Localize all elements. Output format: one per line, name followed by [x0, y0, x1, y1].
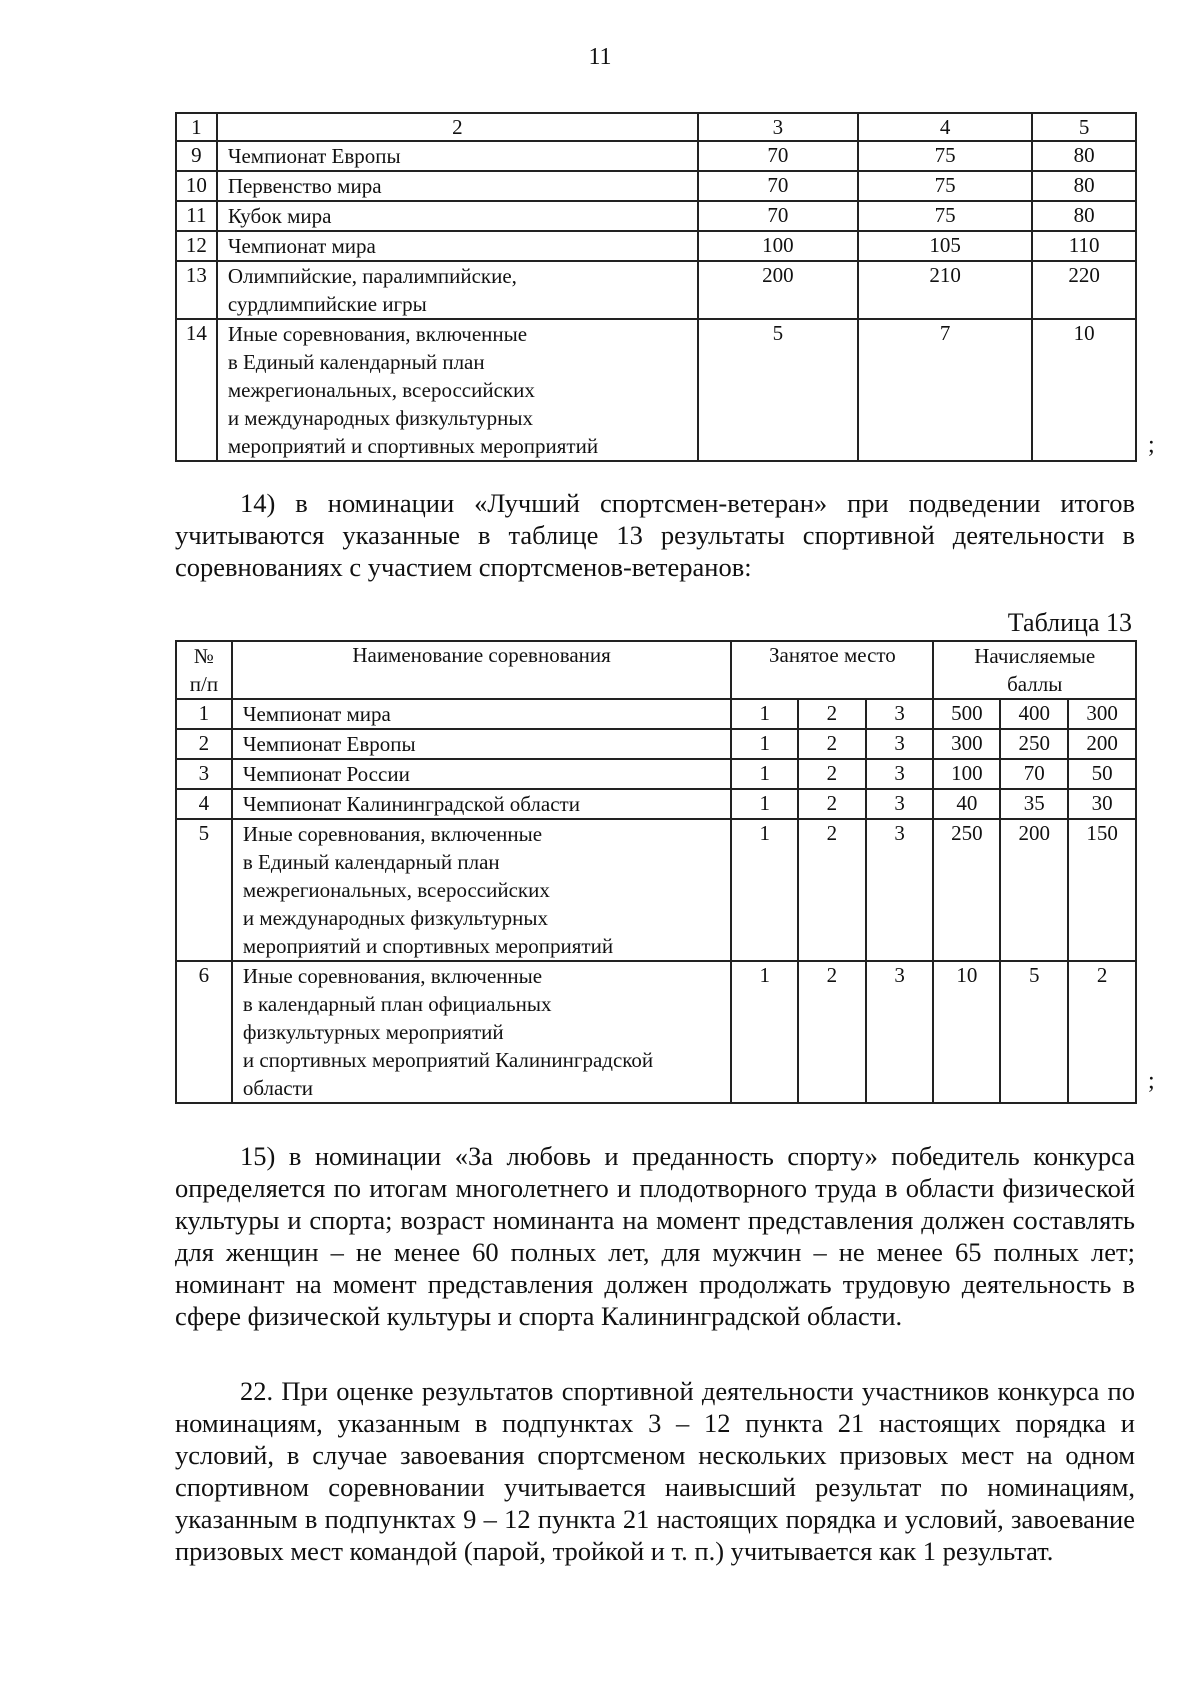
name-line: физкультурных мероприятий — [242, 1020, 504, 1044]
points-value: 100 — [933, 759, 1000, 789]
points-value: 5 — [1000, 961, 1068, 1103]
name-line: межрегиональных, всероссийских — [227, 378, 535, 402]
row-number: 1 — [176, 699, 232, 729]
points-value: 200 — [1000, 819, 1068, 961]
points-value: 300 — [933, 729, 1000, 759]
name-line: в Единый календарный план — [227, 350, 485, 374]
paragraph-text: 22. При оценке результатов спортивной деятельности участников конкурса по номинациям, указанным в подпунктах 3 – 12 пункта 21 настоящих порядка и условий, в случае завоевания спортсменом нескольких призовых мест на одном спортивном соревновании учитывается наивысший результат по номинациям, указанным в подпунктах 9 – 12 пункта 21 настоящих порядка и условий, завоевание призовых мест командой (парой, тройкой и т. п.) учитывается как 1 результат. — [175, 1376, 1135, 1566]
header-number — [176, 641, 232, 699]
competition-name — [217, 171, 698, 201]
points-value: 250 — [1000, 729, 1068, 759]
points-value: 80 — [1032, 171, 1136, 201]
place-value: 1 — [731, 699, 798, 729]
name-line: мероприятий и спортивных мероприятий — [227, 434, 599, 458]
name-line: Олимпийские, паралимпийские, — [227, 264, 517, 288]
points-value: 80 — [1032, 201, 1136, 231]
points-value: 75 — [858, 171, 1032, 201]
points-value: 250 — [933, 819, 1000, 961]
points-value: 220 — [1032, 261, 1136, 319]
header-text: Начисляемые — [974, 644, 1096, 668]
table-row — [176, 231, 1136, 261]
competition-name — [217, 319, 698, 461]
name-line: Чемпионат России — [242, 762, 410, 786]
name-line: Иные соревнования, включенные — [227, 322, 528, 346]
column-number-3: 3 — [698, 113, 858, 141]
name-line: области — [242, 1076, 314, 1100]
name-line: в Единый календарный план — [242, 850, 500, 874]
place-value: 1 — [731, 729, 798, 759]
table-header-row — [176, 641, 1136, 699]
table-row — [176, 789, 1136, 819]
table-13-caption: Таблица 13 — [1007, 608, 1132, 637]
column-number-2: 2 — [217, 113, 698, 141]
competition-name — [232, 759, 732, 789]
points-value: 30 — [1068, 789, 1136, 819]
place-value: 3 — [866, 759, 934, 789]
place-value: 1 — [731, 961, 798, 1103]
table-header-row — [176, 113, 1136, 141]
place-value: 3 — [866, 699, 934, 729]
header-place: Занятое место — [731, 641, 933, 699]
table-row — [176, 171, 1136, 201]
paragraph-text: 15) в номинации «За любовь и преданность спорту» победитель конкурса определяется по итогам многолетнего и плодотворного труда в области физической культуры и спорта; возраст номинанта на момент представления должен составлять для женщин – не менее 60 полных лет, для мужчин – не менее 65 полных лет; номинант на момент представления должен продолжать трудовую деятельность в сфере физической культуры и спорта Калининградской области. — [175, 1141, 1135, 1331]
points-value: 70 — [698, 141, 858, 171]
name-line: мероприятий и спортивных мероприятий — [242, 934, 614, 958]
column-number-4: 4 — [858, 113, 1032, 141]
row-number: 10 — [176, 171, 217, 201]
points-value: 7 — [858, 319, 1032, 461]
table-end-semicolon: ; — [1148, 432, 1155, 458]
points-value: 5 — [698, 319, 858, 461]
table-row — [176, 729, 1136, 759]
points-value: 75 — [858, 201, 1032, 231]
place-value: 3 — [866, 819, 934, 961]
page-number: 11 — [588, 44, 612, 70]
points-value: 75 — [858, 141, 1032, 171]
row-number: 4 — [176, 789, 232, 819]
row-number: 11 — [176, 201, 217, 231]
table-row — [176, 819, 1136, 961]
place-value: 2 — [798, 819, 866, 961]
paragraph-22 — [175, 1375, 1135, 1567]
header-text: баллы — [1007, 672, 1063, 696]
name-line: и международных физкультурных — [242, 906, 548, 930]
points-value: 400 — [1000, 699, 1068, 729]
place-value: 2 — [798, 961, 866, 1103]
competition-name — [232, 819, 732, 961]
points-value: 500 — [933, 699, 1000, 729]
header-points — [933, 641, 1136, 699]
table-row — [176, 759, 1136, 789]
points-value: 70 — [1000, 759, 1068, 789]
points-value: 80 — [1032, 141, 1136, 171]
name-line: Чемпионат мира — [242, 702, 391, 726]
points-value: 70 — [698, 171, 858, 201]
name-line: Кубок мира — [227, 204, 332, 228]
competition-name — [217, 231, 698, 261]
row-number: 9 — [176, 141, 217, 171]
header-competition-name: Наименование соревнования — [232, 641, 732, 699]
header-text: № — [193, 644, 214, 668]
competition-name — [232, 789, 732, 819]
competition-name — [232, 699, 732, 729]
points-value: 100 — [698, 231, 858, 261]
points-value: 40 — [933, 789, 1000, 819]
table-row — [176, 201, 1136, 231]
points-value: 150 — [1068, 819, 1136, 961]
competition-name — [217, 141, 698, 171]
points-value: 10 — [933, 961, 1000, 1103]
name-line: и спортивных мероприятий Калининградской — [242, 1048, 654, 1072]
place-value: 3 — [866, 729, 934, 759]
name-line: в календарный план официальных — [242, 992, 552, 1016]
points-value: 210 — [858, 261, 1032, 319]
name-line: Чемпионат Калининградской области — [242, 792, 580, 816]
name-line: Чемпионат мира — [227, 234, 376, 258]
points-table-continued — [175, 112, 1137, 462]
points-value: 110 — [1032, 231, 1136, 261]
name-line: Чемпионат Европы — [227, 144, 401, 168]
points-value: 105 — [858, 231, 1032, 261]
place-value: 2 — [798, 699, 866, 729]
points-value: 2 — [1068, 961, 1136, 1103]
competition-name — [217, 261, 698, 319]
competition-name — [232, 961, 732, 1103]
place-value: 1 — [731, 759, 798, 789]
name-line: Иные соревнования, включенные — [242, 964, 543, 988]
place-value: 1 — [731, 789, 798, 819]
row-number: 3 — [176, 759, 232, 789]
paragraph-14 — [175, 487, 1135, 583]
paragraph-15 — [175, 1140, 1135, 1332]
place-value: 2 — [798, 789, 866, 819]
veteran-points-table — [175, 640, 1137, 1104]
header-text: п/п — [189, 672, 219, 696]
name-line: и международных физкультурных — [227, 406, 533, 430]
row-number: 14 — [176, 319, 217, 461]
column-number-5: 5 — [1032, 113, 1136, 141]
table-row — [176, 141, 1136, 171]
competition-name — [217, 201, 698, 231]
points-value: 300 — [1068, 699, 1136, 729]
competition-name — [232, 729, 732, 759]
place-value: 3 — [866, 961, 934, 1103]
name-line: Чемпионат Европы — [242, 732, 416, 756]
name-line: сурдлимпийские игры — [227, 292, 427, 316]
table-row — [176, 319, 1136, 461]
row-number: 12 — [176, 231, 217, 261]
place-value: 1 — [731, 819, 798, 961]
column-number-1: 1 — [176, 113, 217, 141]
table-end-semicolon: ; — [1148, 1068, 1155, 1094]
place-value: 3 — [866, 789, 934, 819]
table-row — [176, 261, 1136, 319]
points-value: 10 — [1032, 319, 1136, 461]
points-value: 200 — [1068, 729, 1136, 759]
row-number: 6 — [176, 961, 232, 1103]
points-value: 70 — [698, 201, 858, 231]
points-value: 200 — [698, 261, 858, 319]
name-line: Первенство мира — [227, 174, 382, 198]
table-row — [176, 699, 1136, 729]
name-line: Иные соревнования, включенные — [242, 822, 543, 846]
points-value: 50 — [1068, 759, 1136, 789]
paragraph-text: 14) в номинации «Лучший спортсмен-ветеран» при подведении итогов учитываются указанные в таблице 13 результаты спортивной деятельности в соревнованиях с участием спортсменов-ветеранов: — [175, 488, 1135, 582]
row-number: 13 — [176, 261, 217, 319]
place-value: 2 — [798, 729, 866, 759]
place-value: 2 — [798, 759, 866, 789]
table-row — [176, 961, 1136, 1103]
name-line: межрегиональных, всероссийских — [242, 878, 550, 902]
row-number: 2 — [176, 729, 232, 759]
row-number: 5 — [176, 819, 232, 961]
points-value: 35 — [1000, 789, 1068, 819]
